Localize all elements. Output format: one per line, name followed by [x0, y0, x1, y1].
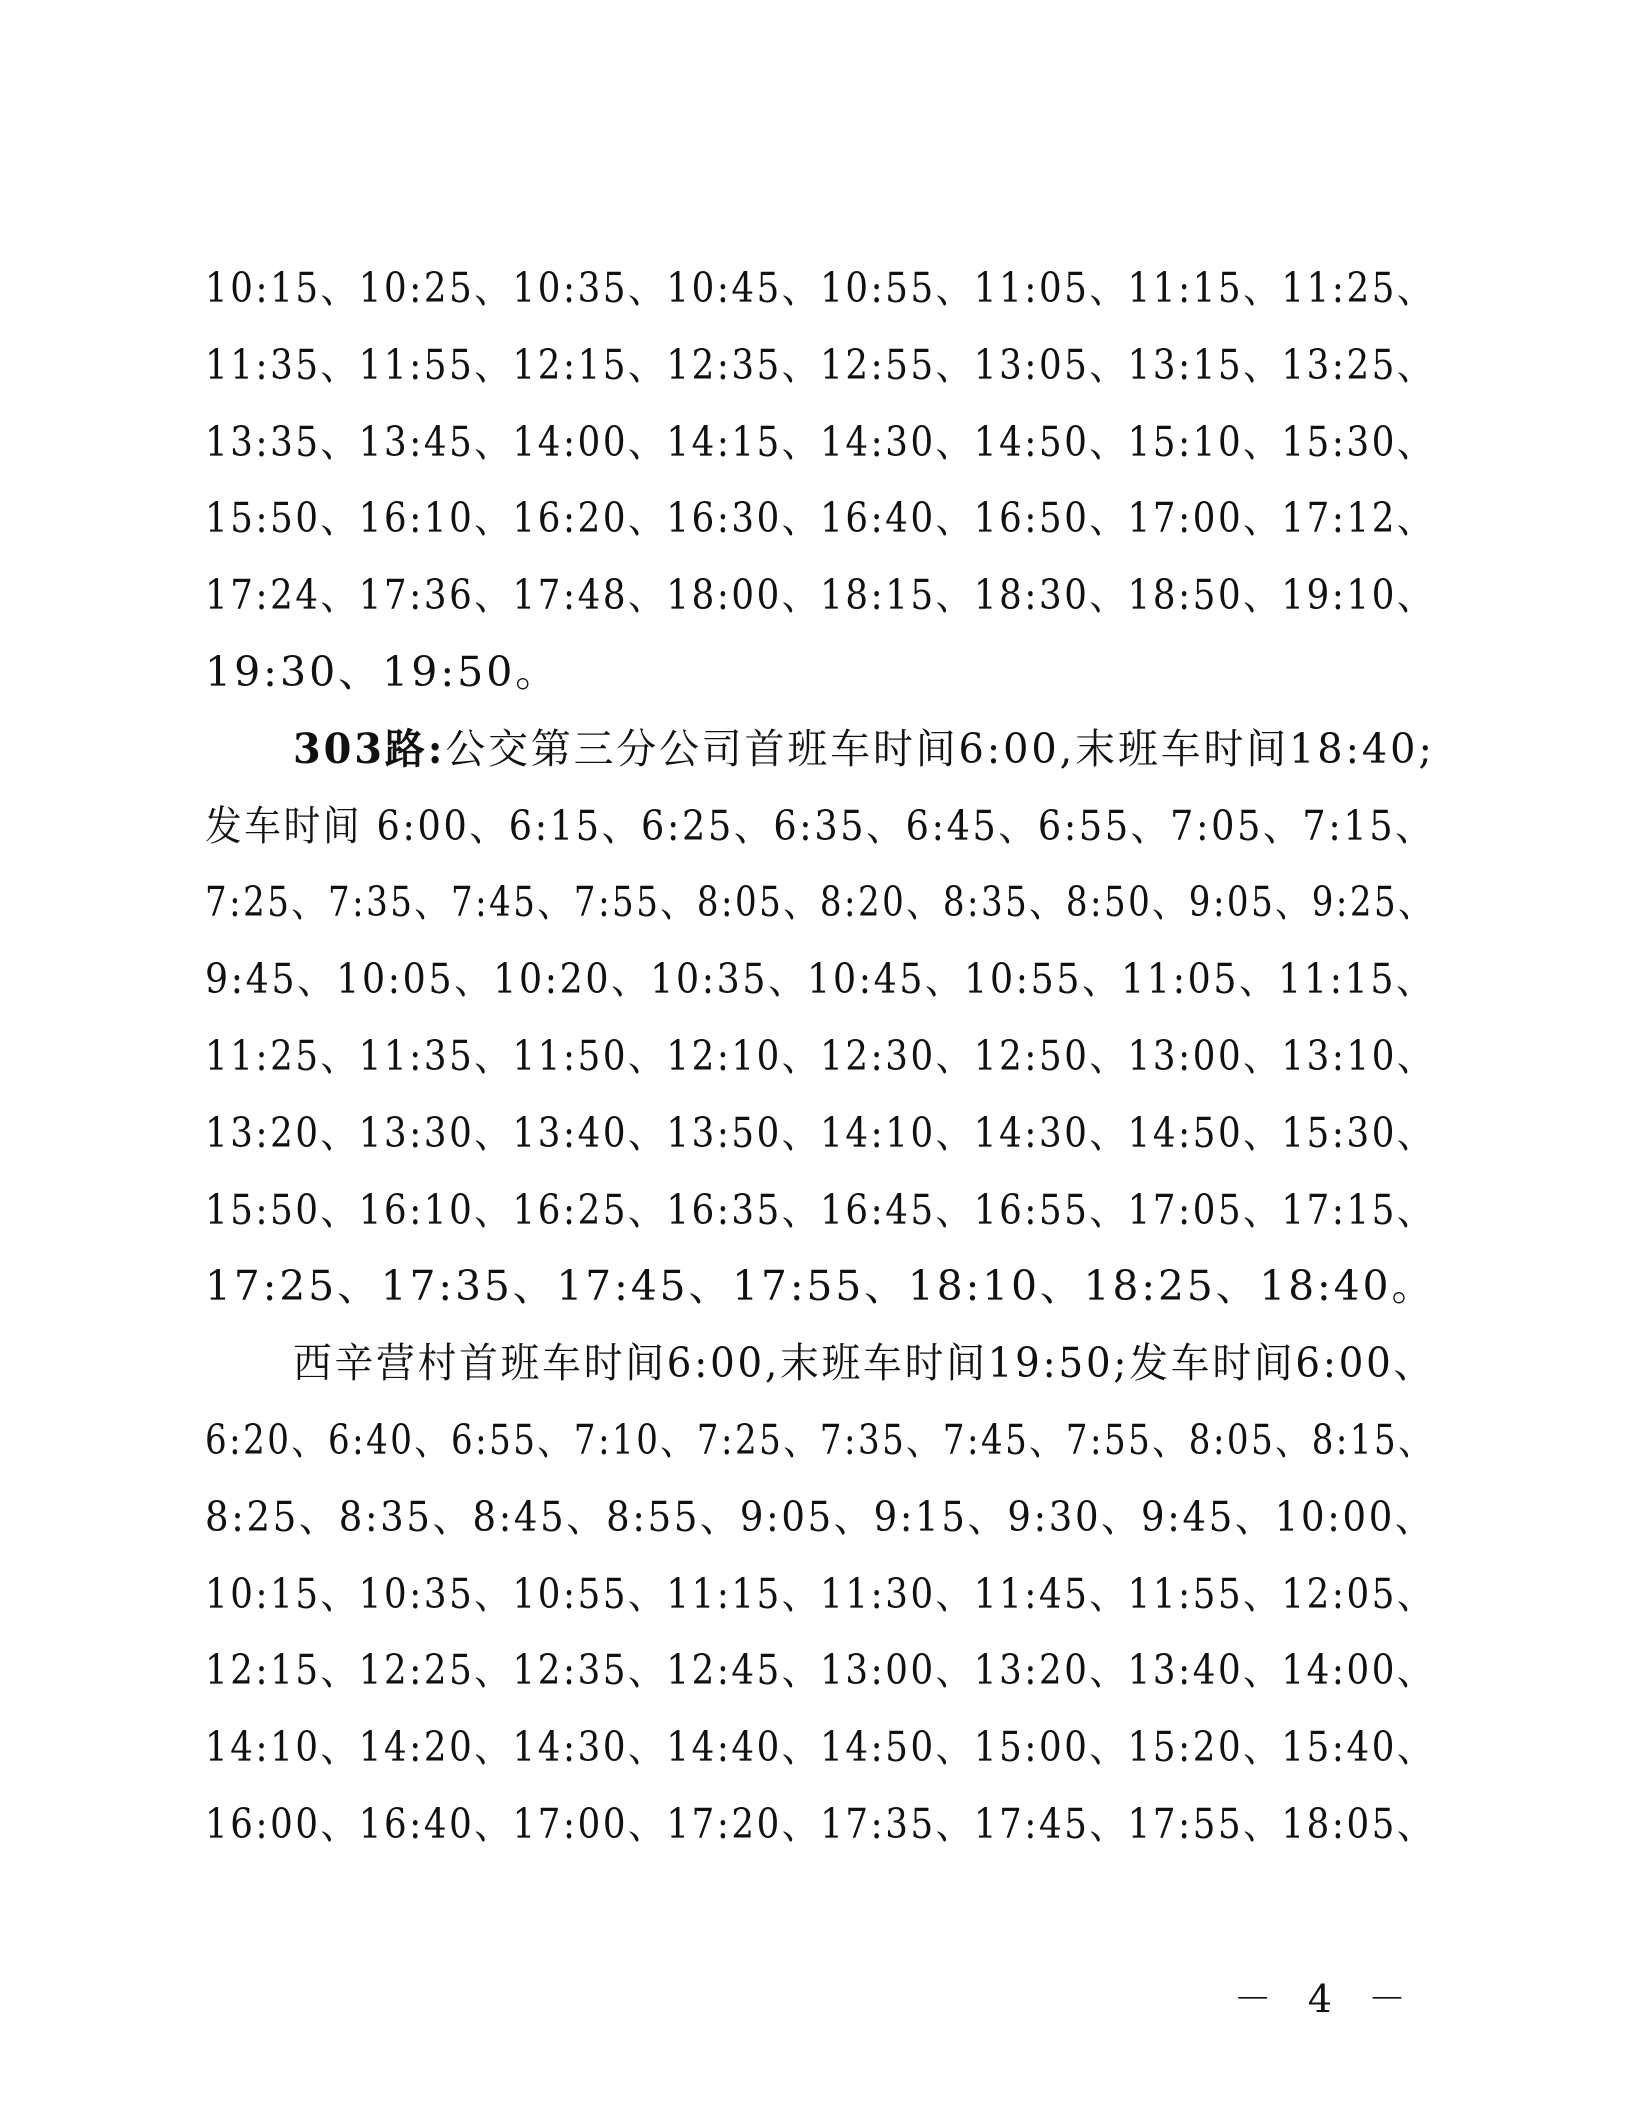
schedule-line: 14:10、14:20、14:30、14:40、14:50、15:00、15:20、15:40、 [205, 1723, 1436, 1772]
schedule-line: 发车时间 6:00、6:15、6:25、6:35、6:45、6:55、7:05、7:15、 [205, 801, 1435, 850]
text-line [205, 1180, 1435, 1257]
schedule-line: 9:45、10:05、10:20、10:35、10:45、10:55、11:05、11:15、 [205, 955, 1436, 1004]
schedule-line: 11:35、11:55、12:15、12:35、12:55、13:05、13:15、13:25、 [205, 340, 1436, 389]
text-line [205, 1640, 1435, 1717]
text-line [205, 258, 1435, 335]
text-line [205, 488, 1435, 565]
text-line [205, 1717, 1435, 1794]
route-label: 303路: [293, 724, 446, 773]
text-line [205, 412, 1435, 489]
text-line [205, 949, 1435, 1026]
text-line [205, 1026, 1435, 1103]
text-line [205, 565, 1435, 642]
text-line [205, 1794, 1435, 1871]
schedule-line: 12:15、12:25、12:35、12:45、13:00、13:20、13:40、14:00、 [205, 1646, 1436, 1695]
text-line [205, 1103, 1435, 1180]
schedule-line: 19:30、19:50。 [205, 647, 560, 696]
text-line [205, 642, 1435, 719]
schedule-line: 13:20、13:30、13:40、13:50、14:10、14:30、14:50、15:30、 [205, 1108, 1436, 1157]
schedule-line: 16:00、16:40、17:00、17:20、17:35、17:45、17:55、18:05、 [205, 1799, 1436, 1848]
schedule-line: 8:25、8:35、8:45、8:55、9:05、9:15、9:30、9:45、10:00、 [205, 1492, 1435, 1541]
text-line [205, 1564, 1435, 1641]
schedule-line: 13:35、13:45、14:00、14:15、14:30、14:50、15:10、15:30、 [205, 417, 1436, 466]
schedule-line: 10:15、10:25、10:35、10:45、10:55、11:05、11:15、11:25、 [205, 264, 1436, 312]
text-line [205, 796, 1435, 873]
timetable-text [205, 258, 1435, 1871]
xixinying-heading-line [205, 1333, 1435, 1410]
schedule-line: 15:50、16:10、16:20、16:30、16:40、16:50、17:00、17:12、 [205, 494, 1436, 543]
page-number: － 4 － [1233, 1977, 1418, 2021]
text-line [205, 872, 1435, 949]
text-line [205, 1487, 1435, 1564]
text-line [205, 1410, 1435, 1487]
schedule-line: 17:24、17:36、17:48、18:00、18:15、18:30、18:50、19:10、 [205, 571, 1436, 620]
route-303-paragraph-start [293, 719, 1435, 779]
route-303-intro: 公交第三分公司首班车时间6:00,末班车时间18:40; [445, 724, 1435, 773]
schedule-line: 6:20、6:40、6:55、7:10、7:25、7:35、7:45、7:55、8:05、8:15、 [205, 1415, 1435, 1464]
schedule-line: 17:25、17:35、17:45、17:55、18:10、18:25、18:40。 [205, 1262, 1436, 1311]
xixinying-intro: 西辛营村首班车时间6:00,末班车时间19:50;发车时间6:00、 [293, 1339, 1436, 1388]
text-line [205, 335, 1435, 412]
schedule-line: 11:25、11:35、11:50、12:10、12:30、12:50、13:00、13:10、 [205, 1031, 1436, 1080]
schedule-line: 15:50、16:10、16:25、16:35、16:45、16:55、17:05、17:15、 [205, 1185, 1436, 1234]
schedule-line: 10:15、10:35、10:55、11:15、11:30、11:45、11:55、12:05、 [205, 1569, 1436, 1618]
text-line [205, 1256, 1435, 1333]
schedule-line: 7:25、7:35、7:45、7:55、8:05、8:20、8:35、8:50、9:05、9:25、 [205, 878, 1435, 927]
route-303-heading-line [205, 719, 1435, 796]
